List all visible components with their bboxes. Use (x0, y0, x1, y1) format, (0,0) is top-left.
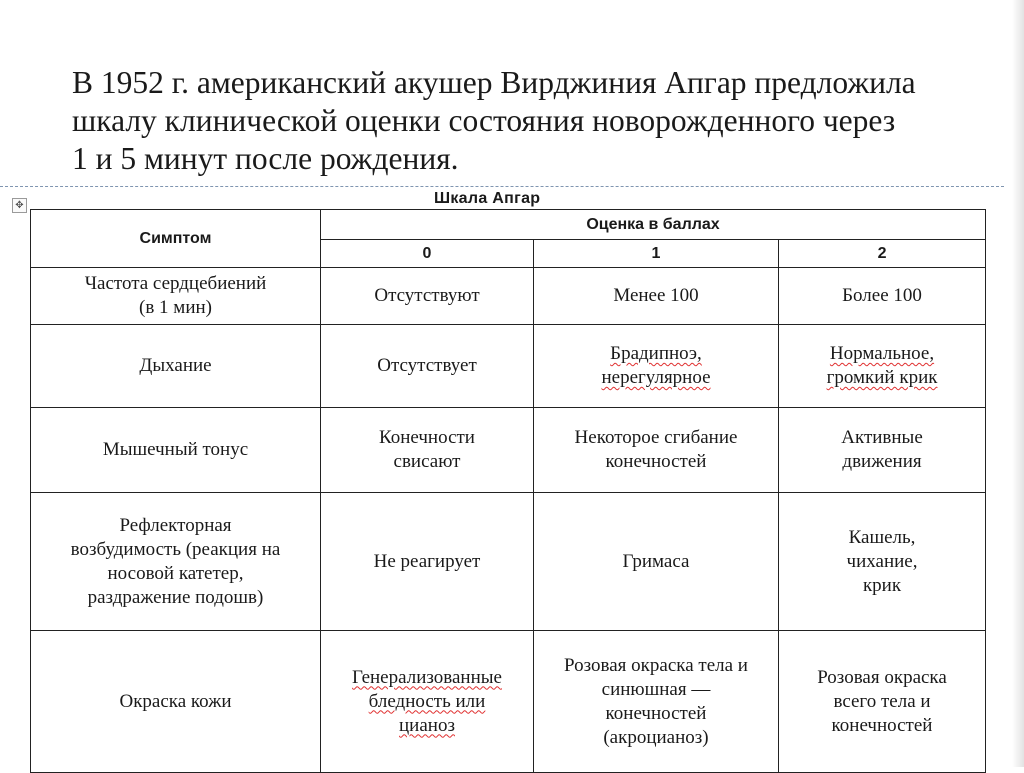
intro-line-2: шкалу клинической оценки состояния новорожденного через (72, 103, 896, 138)
row-reflex-symptom: Рефлекторная возбудимость (реакция на носовой катетер, раздражение подошв) (70, 514, 281, 608)
row-heart-rate-score-2: Более 100 (842, 285, 922, 306)
row-skin-color-score-2: Розовая окраска всего тела и конечностей (817, 666, 947, 736)
row-skin-color-score-1: Розовая окраска тела и синюшная — конечностей (акроцианоз) (564, 654, 748, 748)
row-breathing-score-0: Отсутствует (377, 355, 477, 376)
row-skin-color-symptom: Окраска кожи (119, 690, 232, 712)
table-title: Шкала Апгар (434, 190, 541, 207)
row-breathing-score-1: Брадипноэ, нерегулярное (601, 343, 711, 388)
dashed-divider (0, 186, 1004, 187)
row-reflex-score-1: Гримаса (622, 550, 690, 572)
table-move-handle-icon[interactable]: ✥ (12, 198, 27, 213)
row-skin-color-score-0: Генерализованные бледность или цианоз (352, 666, 502, 736)
row-muscle-tone-score-0: Конечности свисают (379, 427, 475, 472)
intro-line-3: 1 и 5 минут после рождения. (72, 141, 459, 176)
row-heart-rate-score-0: Отсутствуют (374, 285, 480, 306)
row-heart-rate-symptom: Частота сердцебиений (в 1 мин) (84, 273, 267, 318)
header-score: Оценка в баллах (321, 210, 986, 240)
row-muscle-tone-score-1: Некоторое сгибание конечностей (574, 427, 738, 472)
table-row (31, 631, 986, 773)
header-score-0: 0 (321, 240, 534, 268)
row-muscle-tone-symptom: Мышечный тонус (102, 439, 249, 460)
header-score-2: 2 (779, 240, 986, 268)
table-row (31, 325, 986, 408)
table-row (31, 493, 986, 631)
slide-edge-shadow (1012, 0, 1024, 767)
header-row (31, 210, 986, 240)
header-symptom: Симптом (31, 210, 321, 268)
row-breathing-symptom: Дыхание (139, 355, 212, 376)
apgar-table (30, 209, 986, 773)
row-reflex-score-2: Кашель, чихание, крик (846, 526, 918, 596)
header-score-1: 1 (534, 240, 779, 268)
row-breathing-score-2: Нормальное, громкий крик (826, 343, 938, 388)
intro-line-1: В 1952 г. американский акушер Вирджиния Апгар предложила (72, 65, 916, 100)
row-muscle-tone-score-2: Активные движения (841, 427, 923, 472)
row-reflex-score-0: Не реагирует (373, 550, 481, 572)
table-row (31, 408, 986, 493)
intro-paragraph (72, 64, 1002, 178)
table-row (31, 268, 986, 325)
row-heart-rate-score-1: Менее 100 (613, 285, 699, 306)
